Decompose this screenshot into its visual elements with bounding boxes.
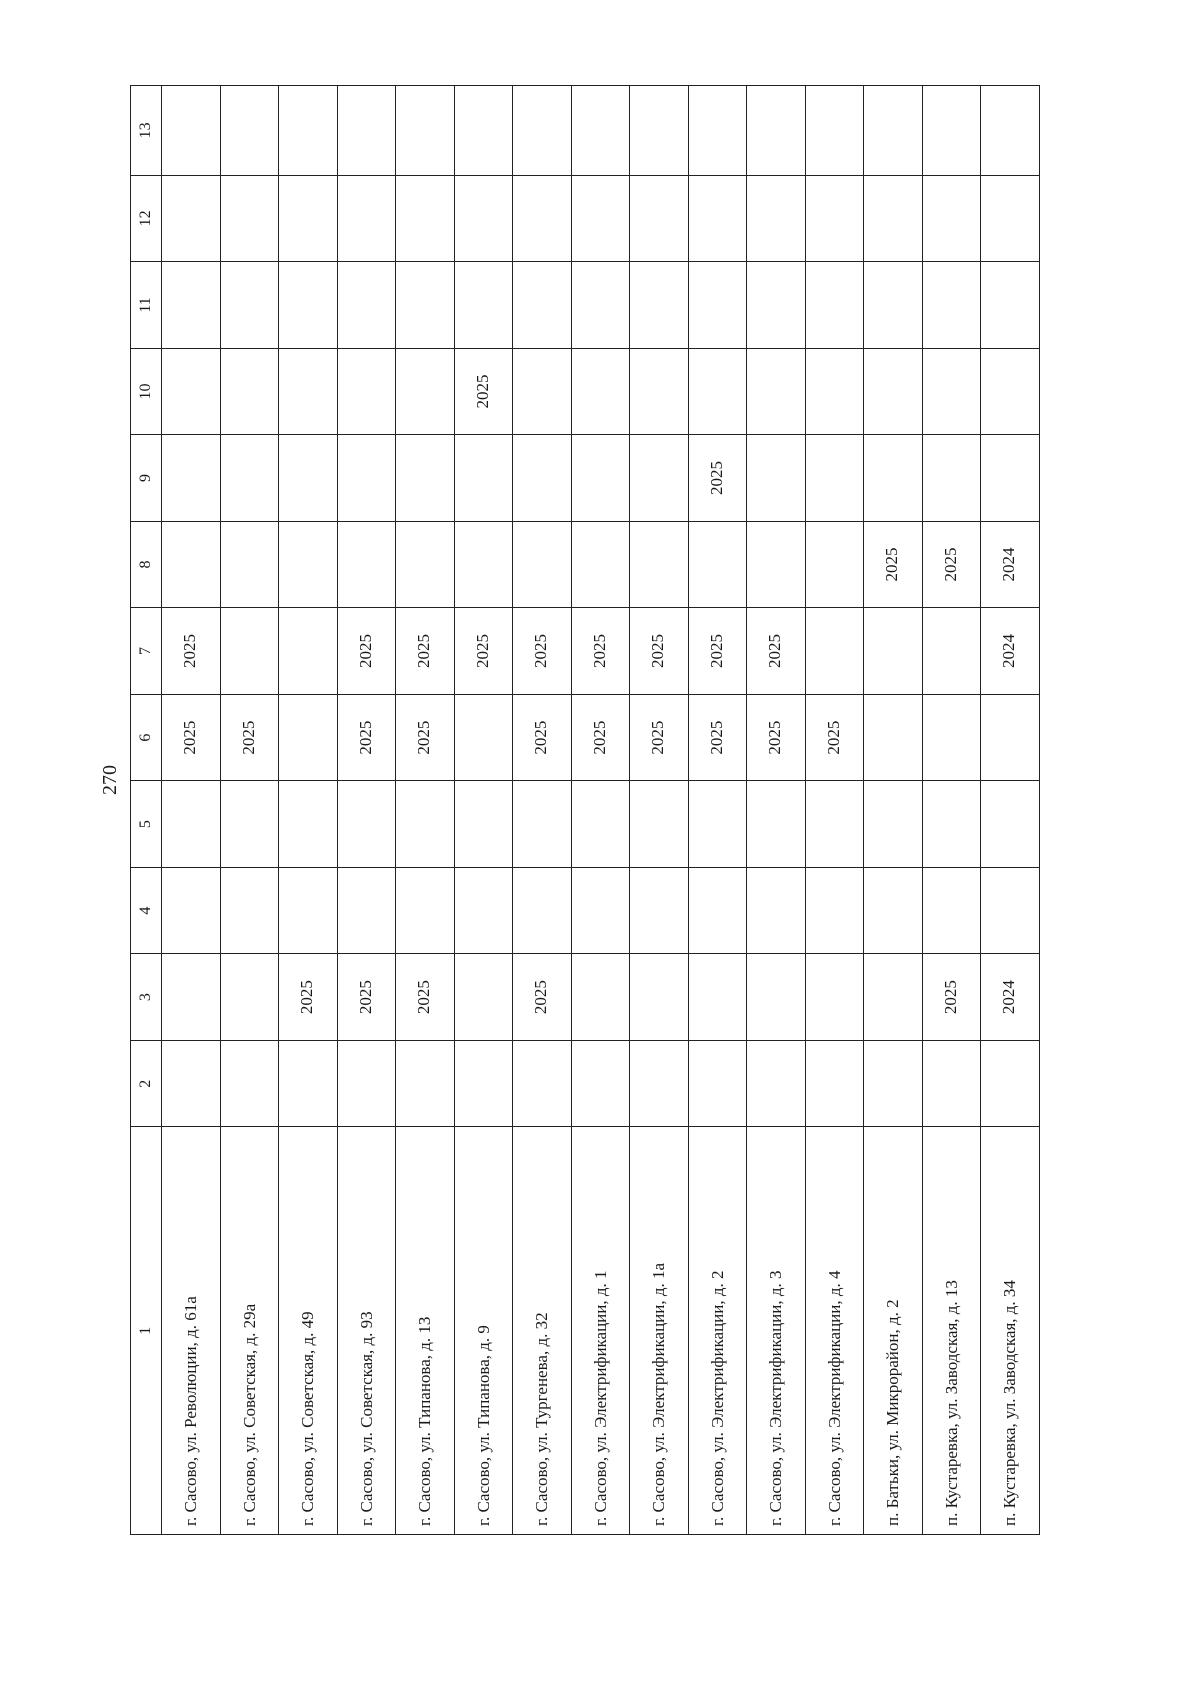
column-number-3: 3 — [131, 954, 162, 1041]
year-cell-col-2 — [162, 1040, 221, 1127]
year-cell-col-13 — [630, 86, 689, 176]
year-cell-col-10 — [513, 348, 572, 435]
year-cell-col-12 — [513, 175, 572, 262]
year-cell-col-13 — [571, 86, 630, 176]
address-cell: п. Батьки, ул. Микрорайон, д. 2 — [864, 1127, 923, 1535]
year-cell-col-10 — [220, 348, 279, 435]
year-cell-col-3: 2025 — [279, 954, 338, 1041]
year-cell-col-5 — [162, 781, 221, 868]
register-table — [130, 85, 1040, 1535]
year-cell-col-5 — [981, 781, 1040, 868]
year-cell-col-13 — [162, 86, 221, 176]
year-cell-col-12 — [220, 175, 279, 262]
year-cell-col-9 — [162, 435, 221, 522]
year-cell-col-12 — [864, 175, 923, 262]
year-cell-col-11 — [454, 262, 513, 349]
year-cell-col-10 — [630, 348, 689, 435]
year-cell-col-8: 2024 — [981, 521, 1040, 608]
year-cell-col-7 — [864, 608, 923, 695]
year-cell-col-11 — [864, 262, 923, 349]
year-cell-col-13 — [922, 86, 981, 176]
year-cell-col-10: 2025 — [454, 348, 513, 435]
year-cell-col-4 — [162, 867, 221, 954]
year-cell-col-6 — [454, 694, 513, 781]
address-cell: г. Сасово, ул. Тургенева, д. 32 — [513, 1127, 572, 1535]
table-row — [630, 86, 689, 1535]
year-cell-col-5 — [220, 781, 279, 868]
year-cell-col-4 — [337, 867, 396, 954]
year-cell-col-8: 2025 — [864, 521, 923, 608]
table-row — [864, 86, 923, 1535]
year-cell-col-5 — [513, 781, 572, 868]
year-cell-col-4 — [513, 867, 572, 954]
year-cell-col-3 — [688, 954, 747, 1041]
year-cell-col-13 — [747, 86, 806, 176]
year-cell-col-7: 2025 — [747, 608, 806, 695]
address-cell: г. Сасово, ул. Советская, д. 29а — [220, 1127, 279, 1535]
year-cell-col-3 — [162, 954, 221, 1041]
year-cell-col-6: 2025 — [747, 694, 806, 781]
year-cell-col-5 — [922, 781, 981, 868]
page-number: 270 — [99, 765, 121, 795]
year-cell-col-8 — [571, 521, 630, 608]
year-cell-col-10 — [747, 348, 806, 435]
year-cell-col-4 — [981, 867, 1040, 954]
table-row — [513, 86, 572, 1535]
year-cell-col-13 — [981, 86, 1040, 176]
year-cell-col-3 — [747, 954, 806, 1041]
year-cell-col-7 — [220, 608, 279, 695]
column-number-13: 13 — [131, 86, 162, 176]
year-cell-col-3: 2025 — [337, 954, 396, 1041]
year-cell-col-12 — [279, 175, 338, 262]
year-cell-col-4 — [279, 867, 338, 954]
year-cell-col-5 — [805, 781, 864, 868]
address-cell: г. Сасово, ул. Советская, д. 93 — [337, 1127, 396, 1535]
year-cell-col-12 — [571, 175, 630, 262]
year-cell-col-9 — [396, 435, 455, 522]
year-cell-col-8 — [630, 521, 689, 608]
year-cell-col-7: 2025 — [571, 608, 630, 695]
year-cell-col-11 — [220, 262, 279, 349]
year-cell-col-2 — [747, 1040, 806, 1127]
year-cell-col-3: 2025 — [513, 954, 572, 1041]
address-cell: г. Сасово, ул. Электрификации, д. 3 — [747, 1127, 806, 1535]
year-cell-col-3 — [864, 954, 923, 1041]
year-cell-col-2 — [279, 1040, 338, 1127]
year-cell-col-9 — [571, 435, 630, 522]
year-cell-col-8 — [279, 521, 338, 608]
year-cell-col-2 — [630, 1040, 689, 1127]
year-cell-col-9 — [981, 435, 1040, 522]
year-cell-col-12 — [396, 175, 455, 262]
year-cell-col-9 — [454, 435, 513, 522]
year-cell-col-11 — [396, 262, 455, 349]
year-cell-col-4 — [688, 867, 747, 954]
year-cell-col-9 — [922, 435, 981, 522]
year-cell-col-12 — [688, 175, 747, 262]
year-cell-col-13 — [513, 86, 572, 176]
year-cell-col-13 — [688, 86, 747, 176]
year-cell-col-12 — [922, 175, 981, 262]
year-cell-col-13 — [805, 86, 864, 176]
year-cell-col-7: 2025 — [337, 608, 396, 695]
column-number-10: 10 — [131, 348, 162, 435]
year-cell-col-13 — [454, 86, 513, 176]
year-cell-col-9 — [864, 435, 923, 522]
year-cell-col-9 — [805, 435, 864, 522]
address-cell: г. Сасово, ул. Революции, д. 61а — [162, 1127, 221, 1535]
year-cell-col-2 — [220, 1040, 279, 1127]
year-cell-col-8 — [337, 521, 396, 608]
year-cell-col-5 — [337, 781, 396, 868]
year-cell-col-5 — [454, 781, 513, 868]
year-cell-col-10 — [805, 348, 864, 435]
year-cell-col-6: 2025 — [337, 694, 396, 781]
year-cell-col-6 — [981, 694, 1040, 781]
year-cell-col-5 — [630, 781, 689, 868]
column-number-4: 4 — [131, 867, 162, 954]
column-number-1: 1 — [131, 1127, 162, 1535]
year-cell-col-5 — [571, 781, 630, 868]
column-number-2: 2 — [131, 1040, 162, 1127]
column-number-6: 6 — [131, 694, 162, 781]
year-cell-col-9 — [747, 435, 806, 522]
year-cell-col-3 — [630, 954, 689, 1041]
year-cell-col-8 — [220, 521, 279, 608]
year-cell-col-4 — [571, 867, 630, 954]
register-table-rotated — [130, 85, 1040, 1535]
column-number-9: 9 — [131, 435, 162, 522]
year-cell-col-3 — [454, 954, 513, 1041]
table-row — [805, 86, 864, 1535]
year-cell-col-2 — [688, 1040, 747, 1127]
address-cell: г. Сасово, ул. Электрификации, д. 1а — [630, 1127, 689, 1535]
year-cell-col-2 — [337, 1040, 396, 1127]
year-cell-col-6: 2025 — [571, 694, 630, 781]
year-cell-col-10 — [396, 348, 455, 435]
year-cell-col-5 — [688, 781, 747, 868]
year-cell-col-4 — [630, 867, 689, 954]
table-row — [279, 86, 338, 1535]
table-row — [220, 86, 279, 1535]
year-cell-col-6 — [922, 694, 981, 781]
year-cell-col-10 — [162, 348, 221, 435]
address-cell: г. Сасово, ул. Типанова, д. 9 — [454, 1127, 513, 1535]
year-cell-col-7: 2025 — [454, 608, 513, 695]
year-cell-col-2 — [513, 1040, 572, 1127]
year-cell-col-9 — [630, 435, 689, 522]
year-cell-col-11 — [688, 262, 747, 349]
address-cell: г. Сасово, ул. Электрификации, д. 2 — [688, 1127, 747, 1535]
table-row — [162, 86, 221, 1535]
year-cell-col-6: 2025 — [688, 694, 747, 781]
year-cell-col-7: 2025 — [513, 608, 572, 695]
year-cell-col-8 — [454, 521, 513, 608]
year-cell-col-7 — [805, 608, 864, 695]
year-cell-col-10 — [337, 348, 396, 435]
table-row — [454, 86, 513, 1535]
year-cell-col-6: 2025 — [630, 694, 689, 781]
year-cell-col-12 — [337, 175, 396, 262]
year-cell-col-7: 2025 — [162, 608, 221, 695]
address-cell: п. Кустаревка, ул. Заводская, д. 13 — [922, 1127, 981, 1535]
year-cell-col-4 — [747, 867, 806, 954]
year-cell-col-3: 2025 — [922, 954, 981, 1041]
year-cell-col-4 — [864, 867, 923, 954]
year-cell-col-9 — [337, 435, 396, 522]
year-cell-col-6: 2025 — [396, 694, 455, 781]
year-cell-col-9 — [220, 435, 279, 522]
table-row — [337, 86, 396, 1535]
column-number-row — [131, 86, 162, 1535]
year-cell-col-13 — [279, 86, 338, 176]
year-cell-col-10 — [571, 348, 630, 435]
year-cell-col-11 — [805, 262, 864, 349]
address-cell: г. Сасово, ул. Электрификации, д. 1 — [571, 1127, 630, 1535]
year-cell-col-12 — [162, 175, 221, 262]
address-cell: г. Сасово, ул. Электрификации, д. 4 — [805, 1127, 864, 1535]
year-cell-col-4 — [805, 867, 864, 954]
year-cell-col-12 — [454, 175, 513, 262]
year-cell-col-13 — [337, 86, 396, 176]
year-cell-col-5 — [747, 781, 806, 868]
year-cell-col-7: 2024 — [981, 608, 1040, 695]
year-cell-col-7 — [279, 608, 338, 695]
column-number-12: 12 — [131, 175, 162, 262]
year-cell-col-12 — [981, 175, 1040, 262]
year-cell-col-8 — [747, 521, 806, 608]
year-cell-col-6 — [279, 694, 338, 781]
year-cell-col-6 — [864, 694, 923, 781]
column-number-7: 7 — [131, 608, 162, 695]
column-number-5: 5 — [131, 781, 162, 868]
year-cell-col-8 — [805, 521, 864, 608]
year-cell-col-11 — [630, 262, 689, 349]
year-cell-col-6: 2025 — [162, 694, 221, 781]
year-cell-col-7: 2025 — [396, 608, 455, 695]
year-cell-col-11 — [571, 262, 630, 349]
year-cell-col-2 — [981, 1040, 1040, 1127]
year-cell-col-12 — [805, 175, 864, 262]
year-cell-col-3 — [220, 954, 279, 1041]
year-cell-col-11 — [279, 262, 338, 349]
year-cell-col-11 — [747, 262, 806, 349]
table-body — [131, 86, 1040, 1535]
year-cell-col-9 — [513, 435, 572, 522]
year-cell-col-11 — [981, 262, 1040, 349]
year-cell-col-13 — [396, 86, 455, 176]
year-cell-col-7: 2025 — [688, 608, 747, 695]
year-cell-col-13 — [864, 86, 923, 176]
year-cell-col-12 — [747, 175, 806, 262]
year-cell-col-11 — [337, 262, 396, 349]
table-row — [747, 86, 806, 1535]
table-row — [688, 86, 747, 1535]
year-cell-col-3 — [805, 954, 864, 1041]
year-cell-col-2 — [922, 1040, 981, 1127]
table-row — [922, 86, 981, 1535]
year-cell-col-7 — [922, 608, 981, 695]
year-cell-col-8 — [162, 521, 221, 608]
address-cell: г. Сасово, ул. Советская, д. 49 — [279, 1127, 338, 1535]
year-cell-col-2 — [864, 1040, 923, 1127]
year-cell-col-6: 2025 — [805, 694, 864, 781]
year-cell-col-2 — [805, 1040, 864, 1127]
year-cell-col-11 — [513, 262, 572, 349]
year-cell-col-6: 2025 — [513, 694, 572, 781]
year-cell-col-5 — [279, 781, 338, 868]
table-row — [396, 86, 455, 1535]
year-cell-col-12 — [630, 175, 689, 262]
year-cell-col-3: 2025 — [396, 954, 455, 1041]
year-cell-col-13 — [220, 86, 279, 176]
year-cell-col-10 — [279, 348, 338, 435]
year-cell-col-2 — [571, 1040, 630, 1127]
year-cell-col-2 — [396, 1040, 455, 1127]
year-cell-col-9 — [279, 435, 338, 522]
year-cell-col-6: 2025 — [220, 694, 279, 781]
year-cell-col-4 — [454, 867, 513, 954]
year-cell-col-8 — [396, 521, 455, 608]
year-cell-col-10 — [864, 348, 923, 435]
year-cell-col-9: 2025 — [688, 435, 747, 522]
address-cell: г. Сасово, ул. Типанова, д. 13 — [396, 1127, 455, 1535]
year-cell-col-10 — [688, 348, 747, 435]
year-cell-col-11 — [162, 262, 221, 349]
year-cell-col-5 — [864, 781, 923, 868]
year-cell-col-3: 2024 — [981, 954, 1040, 1041]
year-cell-col-10 — [922, 348, 981, 435]
year-cell-col-8 — [688, 521, 747, 608]
year-cell-col-5 — [396, 781, 455, 868]
year-cell-col-4 — [396, 867, 455, 954]
address-cell: п. Кустаревка, ул. Заводская, д. 34 — [981, 1127, 1040, 1535]
year-cell-col-8: 2025 — [922, 521, 981, 608]
year-cell-col-10 — [981, 348, 1040, 435]
year-cell-col-4 — [922, 867, 981, 954]
year-cell-col-11 — [922, 262, 981, 349]
year-cell-col-2 — [454, 1040, 513, 1127]
year-cell-col-4 — [220, 867, 279, 954]
column-number-11: 11 — [131, 262, 162, 349]
year-cell-col-7: 2025 — [630, 608, 689, 695]
column-number-8: 8 — [131, 521, 162, 608]
year-cell-col-8 — [513, 521, 572, 608]
year-cell-col-3 — [571, 954, 630, 1041]
table-row — [981, 86, 1040, 1535]
table-row — [571, 86, 630, 1535]
